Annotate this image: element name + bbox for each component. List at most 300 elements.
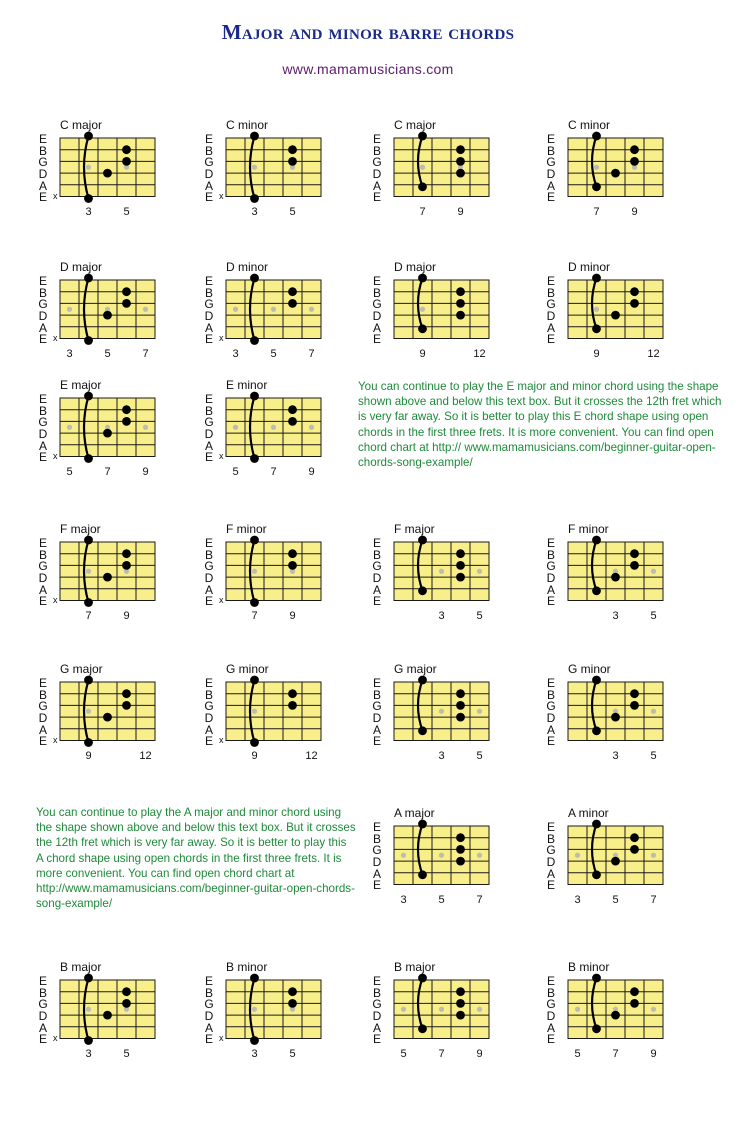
string-label: B xyxy=(546,985,555,1000)
finger-dot xyxy=(592,586,601,595)
finger-dot xyxy=(84,132,93,141)
string-label: A xyxy=(38,582,47,597)
fretboard xyxy=(372,806,512,906)
fret-number: 7 xyxy=(142,347,149,360)
string-label: D xyxy=(546,1009,556,1024)
string-label: G xyxy=(372,297,382,312)
fret-marker xyxy=(401,1007,406,1012)
string-label: G xyxy=(204,997,214,1012)
finger-dot xyxy=(84,454,93,463)
finger-dot xyxy=(630,845,639,854)
muted-string-x: x xyxy=(219,734,224,745)
page-title: Major and minor barre chords xyxy=(221,20,515,44)
fret-marker xyxy=(594,165,599,170)
string-label: B xyxy=(372,687,381,702)
finger-dot xyxy=(630,287,639,296)
string-label: E xyxy=(546,878,555,893)
fretboard xyxy=(38,662,178,762)
string-label: B xyxy=(372,831,381,846)
finger-dot xyxy=(288,405,297,414)
chord-name: G major xyxy=(394,662,437,676)
string-label: G xyxy=(204,559,214,574)
fretboard xyxy=(546,260,686,360)
finger-dot xyxy=(456,987,465,996)
string-label: B xyxy=(372,547,381,562)
fretboard-background xyxy=(60,980,155,1039)
string-label: A xyxy=(546,582,555,597)
string-label: A xyxy=(372,178,381,193)
string-label: G xyxy=(38,415,48,430)
muted-string-x: x xyxy=(53,594,58,605)
fret-number: 5 xyxy=(66,465,73,478)
muted-string-x: x xyxy=(219,190,224,201)
fret-number: 7 xyxy=(85,609,92,622)
chord-name: D minor xyxy=(226,260,269,274)
string-label: D xyxy=(204,711,214,726)
fret-number: 9 xyxy=(85,749,92,762)
chord-name: D major xyxy=(60,260,103,274)
fret-number: 5 xyxy=(400,1047,407,1060)
string-label: G xyxy=(372,843,382,858)
finger-dot xyxy=(630,299,639,308)
string-label: G xyxy=(204,155,214,170)
string-label: E xyxy=(204,1032,213,1047)
fret-marker xyxy=(651,1007,656,1012)
finger-dot xyxy=(592,726,601,735)
chord-diagram-d-minor-e xyxy=(204,260,344,380)
string-label: E xyxy=(38,274,47,288)
string-label: E xyxy=(204,392,213,406)
fretboard xyxy=(204,260,344,360)
muted-string-x: x xyxy=(219,594,224,605)
string-label: B xyxy=(38,285,47,300)
finger-dot xyxy=(456,169,465,178)
fret-number: 5 xyxy=(123,1047,130,1060)
fret-number: 3 xyxy=(438,749,445,762)
fret-number: 9 xyxy=(476,1047,483,1060)
chord-diagram-d-major-e xyxy=(38,260,178,380)
string-label: D xyxy=(204,1009,214,1024)
finger-dot xyxy=(122,701,131,710)
finger-dot xyxy=(250,738,259,747)
fret-number: 9 xyxy=(419,347,426,360)
chord-diagram-f-major-a xyxy=(372,522,512,642)
string-label: E xyxy=(546,594,555,609)
string-label: E xyxy=(204,594,213,609)
finger-dot xyxy=(250,536,259,545)
fretboard xyxy=(546,662,686,762)
string-label: D xyxy=(38,167,48,182)
fretboard xyxy=(546,118,686,218)
chord-diagram-g-major-e xyxy=(38,662,178,782)
finger-dot xyxy=(592,974,601,983)
string-label: D xyxy=(38,309,48,324)
finger-dot xyxy=(84,536,93,545)
string-label: E xyxy=(204,536,213,550)
fret-number: 7 xyxy=(270,465,277,478)
finger-dot xyxy=(122,561,131,570)
string-label: B xyxy=(546,831,555,846)
muted-string-x: x xyxy=(219,450,224,461)
string-label: E xyxy=(546,536,555,550)
chord-name: A minor xyxy=(568,806,609,820)
string-label: A xyxy=(204,722,213,737)
string-label: D xyxy=(372,855,382,870)
chord-diagram-f-major-e xyxy=(38,522,178,642)
chord-diagram-g-minor-e xyxy=(204,662,344,782)
chord-diagram-d-major-a xyxy=(372,260,512,380)
chord-diagram-a-major-a xyxy=(372,806,512,926)
string-label: E xyxy=(546,734,555,749)
finger-dot xyxy=(418,974,427,983)
fret-marker xyxy=(86,569,91,574)
fret-number: 3 xyxy=(232,347,239,360)
finger-dot xyxy=(418,536,427,545)
finger-dot xyxy=(122,987,131,996)
chord-diagram-b-major-a xyxy=(372,960,512,1080)
muted-string-x: x xyxy=(53,450,58,461)
finger-dot xyxy=(630,999,639,1008)
string-label: D xyxy=(372,167,382,182)
string-label: A xyxy=(372,866,381,881)
string-label: A xyxy=(204,1020,213,1035)
chord-diagram-g-major-a xyxy=(372,662,512,782)
finger-dot xyxy=(122,417,131,426)
string-label: D xyxy=(546,309,556,324)
chord-diagram-d-minor-a xyxy=(546,260,686,380)
fretboard xyxy=(38,960,178,1060)
fretboard xyxy=(204,118,344,218)
finger-dot xyxy=(288,689,297,698)
string-label: B xyxy=(38,547,47,562)
string-label: E xyxy=(372,332,381,347)
fretboard-background xyxy=(226,542,321,601)
finger-dot xyxy=(592,274,601,283)
string-label: D xyxy=(546,571,556,586)
fret-number: 5 xyxy=(104,347,111,360)
fret-marker xyxy=(477,853,482,858)
string-label: E xyxy=(38,132,47,146)
string-label: A xyxy=(204,320,213,335)
muted-string-x: x xyxy=(53,734,58,745)
string-label: A xyxy=(372,582,381,597)
finger-dot xyxy=(418,182,427,191)
finger-dot xyxy=(250,336,259,345)
fret-marker xyxy=(575,1007,580,1012)
string-label: B xyxy=(546,687,555,702)
string-label: B xyxy=(372,143,381,158)
fret-marker xyxy=(252,709,257,714)
finger-dot xyxy=(84,392,93,401)
finger-dot xyxy=(592,182,601,191)
finger-dot xyxy=(418,676,427,685)
chord-diagram-g-minor-a xyxy=(546,662,686,782)
finger-dot xyxy=(592,1024,601,1033)
string-label: D xyxy=(546,855,556,870)
chord-diagram-f-minor-e xyxy=(204,522,344,642)
website-url: www.mamamusicians.com xyxy=(282,61,454,77)
string-label: E xyxy=(546,1032,555,1047)
fret-marker xyxy=(67,425,72,430)
chord-diagram-b-major-e xyxy=(38,960,178,1080)
finger-dot xyxy=(456,573,465,582)
finger-dot xyxy=(250,598,259,607)
fret-number: 9 xyxy=(142,465,149,478)
finger-dot xyxy=(122,689,131,698)
string-label: E xyxy=(372,820,381,834)
fret-marker xyxy=(477,1007,482,1012)
finger-dot xyxy=(250,194,259,203)
fret-marker xyxy=(477,569,482,574)
fretboard xyxy=(372,960,512,1060)
finger-dot xyxy=(630,987,639,996)
string-label: A xyxy=(372,1020,381,1035)
finger-dot xyxy=(456,713,465,722)
fretboard xyxy=(38,522,178,622)
string-label: E xyxy=(38,974,47,988)
chord-diagram-c-major-e xyxy=(38,118,178,238)
finger-dot xyxy=(122,157,131,166)
string-label: D xyxy=(38,711,48,726)
fretboard-background xyxy=(568,280,663,339)
fret-number: 9 xyxy=(123,609,130,622)
string-label: D xyxy=(204,167,214,182)
chord-name: B minor xyxy=(226,960,268,974)
string-label: B xyxy=(546,547,555,562)
finger-dot xyxy=(630,549,639,558)
fret-number: 5 xyxy=(289,205,296,218)
finger-dot xyxy=(103,169,112,178)
muted-string-x: x xyxy=(53,332,58,343)
fret-marker xyxy=(477,709,482,714)
chord-name: C major xyxy=(60,118,103,132)
chord-name: A major xyxy=(394,806,435,820)
string-label: E xyxy=(546,676,555,690)
finger-dot xyxy=(250,132,259,141)
finger-dot xyxy=(122,287,131,296)
finger-dot xyxy=(418,1024,427,1033)
finger-dot xyxy=(250,1036,259,1045)
chord-name: B major xyxy=(394,960,436,974)
string-label: E xyxy=(204,274,213,288)
string-label: D xyxy=(372,571,382,586)
string-label: G xyxy=(546,559,556,574)
chord-name: B minor xyxy=(568,960,610,974)
string-label: A xyxy=(38,1020,47,1035)
fret-number: 3 xyxy=(612,749,619,762)
chord-name: G major xyxy=(60,662,103,676)
finger-dot xyxy=(288,299,297,308)
string-label: B xyxy=(204,985,213,1000)
string-label: E xyxy=(38,594,47,609)
string-label: B xyxy=(204,403,213,418)
fretboard xyxy=(372,522,512,622)
fret-marker xyxy=(651,853,656,858)
finger-dot xyxy=(592,324,601,333)
muted-string-x: x xyxy=(219,1032,224,1043)
string-label: E xyxy=(204,190,213,205)
fret-number: 5 xyxy=(574,1047,581,1060)
string-label: A xyxy=(204,582,213,597)
string-label: E xyxy=(546,974,555,988)
chord-name: G minor xyxy=(226,662,269,676)
fret-number: 12 xyxy=(647,347,660,360)
finger-dot xyxy=(84,194,93,203)
fret-number: 5 xyxy=(650,749,657,762)
fret-number: 12 xyxy=(305,749,318,762)
fret-marker xyxy=(233,307,238,312)
finger-dot xyxy=(288,157,297,166)
fret-marker xyxy=(86,1007,91,1012)
string-label: E xyxy=(372,974,381,988)
fretboard xyxy=(372,118,512,218)
chord-name: E minor xyxy=(226,378,268,392)
string-label: E xyxy=(372,878,381,893)
fret-marker xyxy=(401,853,406,858)
finger-dot xyxy=(103,573,112,582)
string-label: G xyxy=(38,997,48,1012)
fret-number: 7 xyxy=(476,893,483,906)
finger-dot xyxy=(250,974,259,983)
finger-dot xyxy=(288,287,297,296)
chord-name: C minor xyxy=(226,118,269,132)
string-label: E xyxy=(372,734,381,749)
string-label: D xyxy=(372,711,382,726)
finger-dot xyxy=(418,324,427,333)
fretboard xyxy=(372,662,512,762)
fretboard xyxy=(546,522,686,622)
finger-dot xyxy=(418,132,427,141)
finger-dot xyxy=(456,833,465,842)
fretboard xyxy=(204,960,344,1060)
finger-dot xyxy=(630,157,639,166)
string-label: A xyxy=(38,320,47,335)
string-label: A xyxy=(372,722,381,737)
string-label: E xyxy=(546,274,555,288)
fretboard-background xyxy=(60,542,155,601)
finger-dot xyxy=(456,689,465,698)
string-label: G xyxy=(38,699,48,714)
finger-dot xyxy=(122,299,131,308)
fret-number: 5 xyxy=(438,893,445,906)
string-label: D xyxy=(38,427,48,442)
string-label: B xyxy=(38,985,47,1000)
chord-name: C major xyxy=(394,118,437,132)
string-label: E xyxy=(372,1032,381,1047)
finger-dot xyxy=(103,713,112,722)
fret-marker xyxy=(651,569,656,574)
finger-dot xyxy=(456,299,465,308)
fret-number: 9 xyxy=(289,609,296,622)
finger-dot xyxy=(288,417,297,426)
fret-marker xyxy=(439,1007,444,1012)
fret-number: 3 xyxy=(400,893,407,906)
finger-dot xyxy=(418,726,427,735)
string-label: D xyxy=(38,571,48,586)
finger-dot xyxy=(84,336,93,345)
fret-number: 9 xyxy=(631,205,638,218)
chord-name: D minor xyxy=(568,260,611,274)
fretboard-background xyxy=(226,138,321,197)
finger-dot xyxy=(630,833,639,842)
fret-marker xyxy=(86,709,91,714)
fretboard xyxy=(204,378,344,478)
fret-marker xyxy=(86,165,91,170)
finger-dot xyxy=(630,701,639,710)
string-label: A xyxy=(372,320,381,335)
fret-marker xyxy=(420,165,425,170)
string-label: D xyxy=(204,427,214,442)
finger-dot xyxy=(288,701,297,710)
fretboard-background xyxy=(568,138,663,197)
string-label: E xyxy=(546,132,555,146)
finger-dot xyxy=(592,676,601,685)
fret-marker xyxy=(651,709,656,714)
fret-number: 3 xyxy=(66,347,73,360)
fretboard xyxy=(38,260,178,360)
finger-dot xyxy=(456,287,465,296)
fret-number: 3 xyxy=(612,609,619,622)
finger-dot xyxy=(84,676,93,685)
fret-number: 12 xyxy=(473,347,486,360)
fret-number: 7 xyxy=(593,205,600,218)
fret-marker xyxy=(271,307,276,312)
chord-name: D major xyxy=(394,260,437,274)
finger-dot xyxy=(611,857,620,866)
fret-number: 7 xyxy=(650,893,657,906)
chord-diagram-b-minor-a xyxy=(546,960,686,1080)
fret-number: 7 xyxy=(251,609,258,622)
finger-dot xyxy=(630,689,639,698)
chord-name: F major xyxy=(394,522,435,536)
string-label: G xyxy=(372,997,382,1012)
finger-dot xyxy=(456,549,465,558)
finger-dot xyxy=(592,820,601,829)
string-label: A xyxy=(546,1020,555,1035)
string-label: G xyxy=(38,155,48,170)
fret-number: 3 xyxy=(85,1047,92,1060)
fret-number: 5 xyxy=(270,347,277,360)
muted-string-x: x xyxy=(53,1032,58,1043)
string-label: A xyxy=(38,722,47,737)
string-label: E xyxy=(372,594,381,609)
string-label: A xyxy=(546,722,555,737)
finger-dot xyxy=(250,676,259,685)
string-label: E xyxy=(204,332,213,347)
string-label: G xyxy=(546,843,556,858)
string-label: D xyxy=(38,1009,48,1024)
finger-dot xyxy=(84,1036,93,1045)
fret-number: 3 xyxy=(574,893,581,906)
chord-name: C minor xyxy=(568,118,611,132)
finger-dot xyxy=(250,392,259,401)
string-label: G xyxy=(372,559,382,574)
string-label: E xyxy=(204,132,213,146)
string-label: A xyxy=(204,178,213,193)
fretboard xyxy=(204,522,344,622)
fret-number: 5 xyxy=(612,893,619,906)
fretboard xyxy=(372,260,512,360)
finger-dot xyxy=(456,311,465,320)
string-label: B xyxy=(546,143,555,158)
string-label: A xyxy=(546,178,555,193)
finger-dot xyxy=(288,549,297,558)
string-label: D xyxy=(372,309,382,324)
string-label: D xyxy=(372,1009,382,1024)
finger-dot xyxy=(418,586,427,595)
fret-number: 7 xyxy=(419,205,426,218)
fret-number: 9 xyxy=(593,347,600,360)
